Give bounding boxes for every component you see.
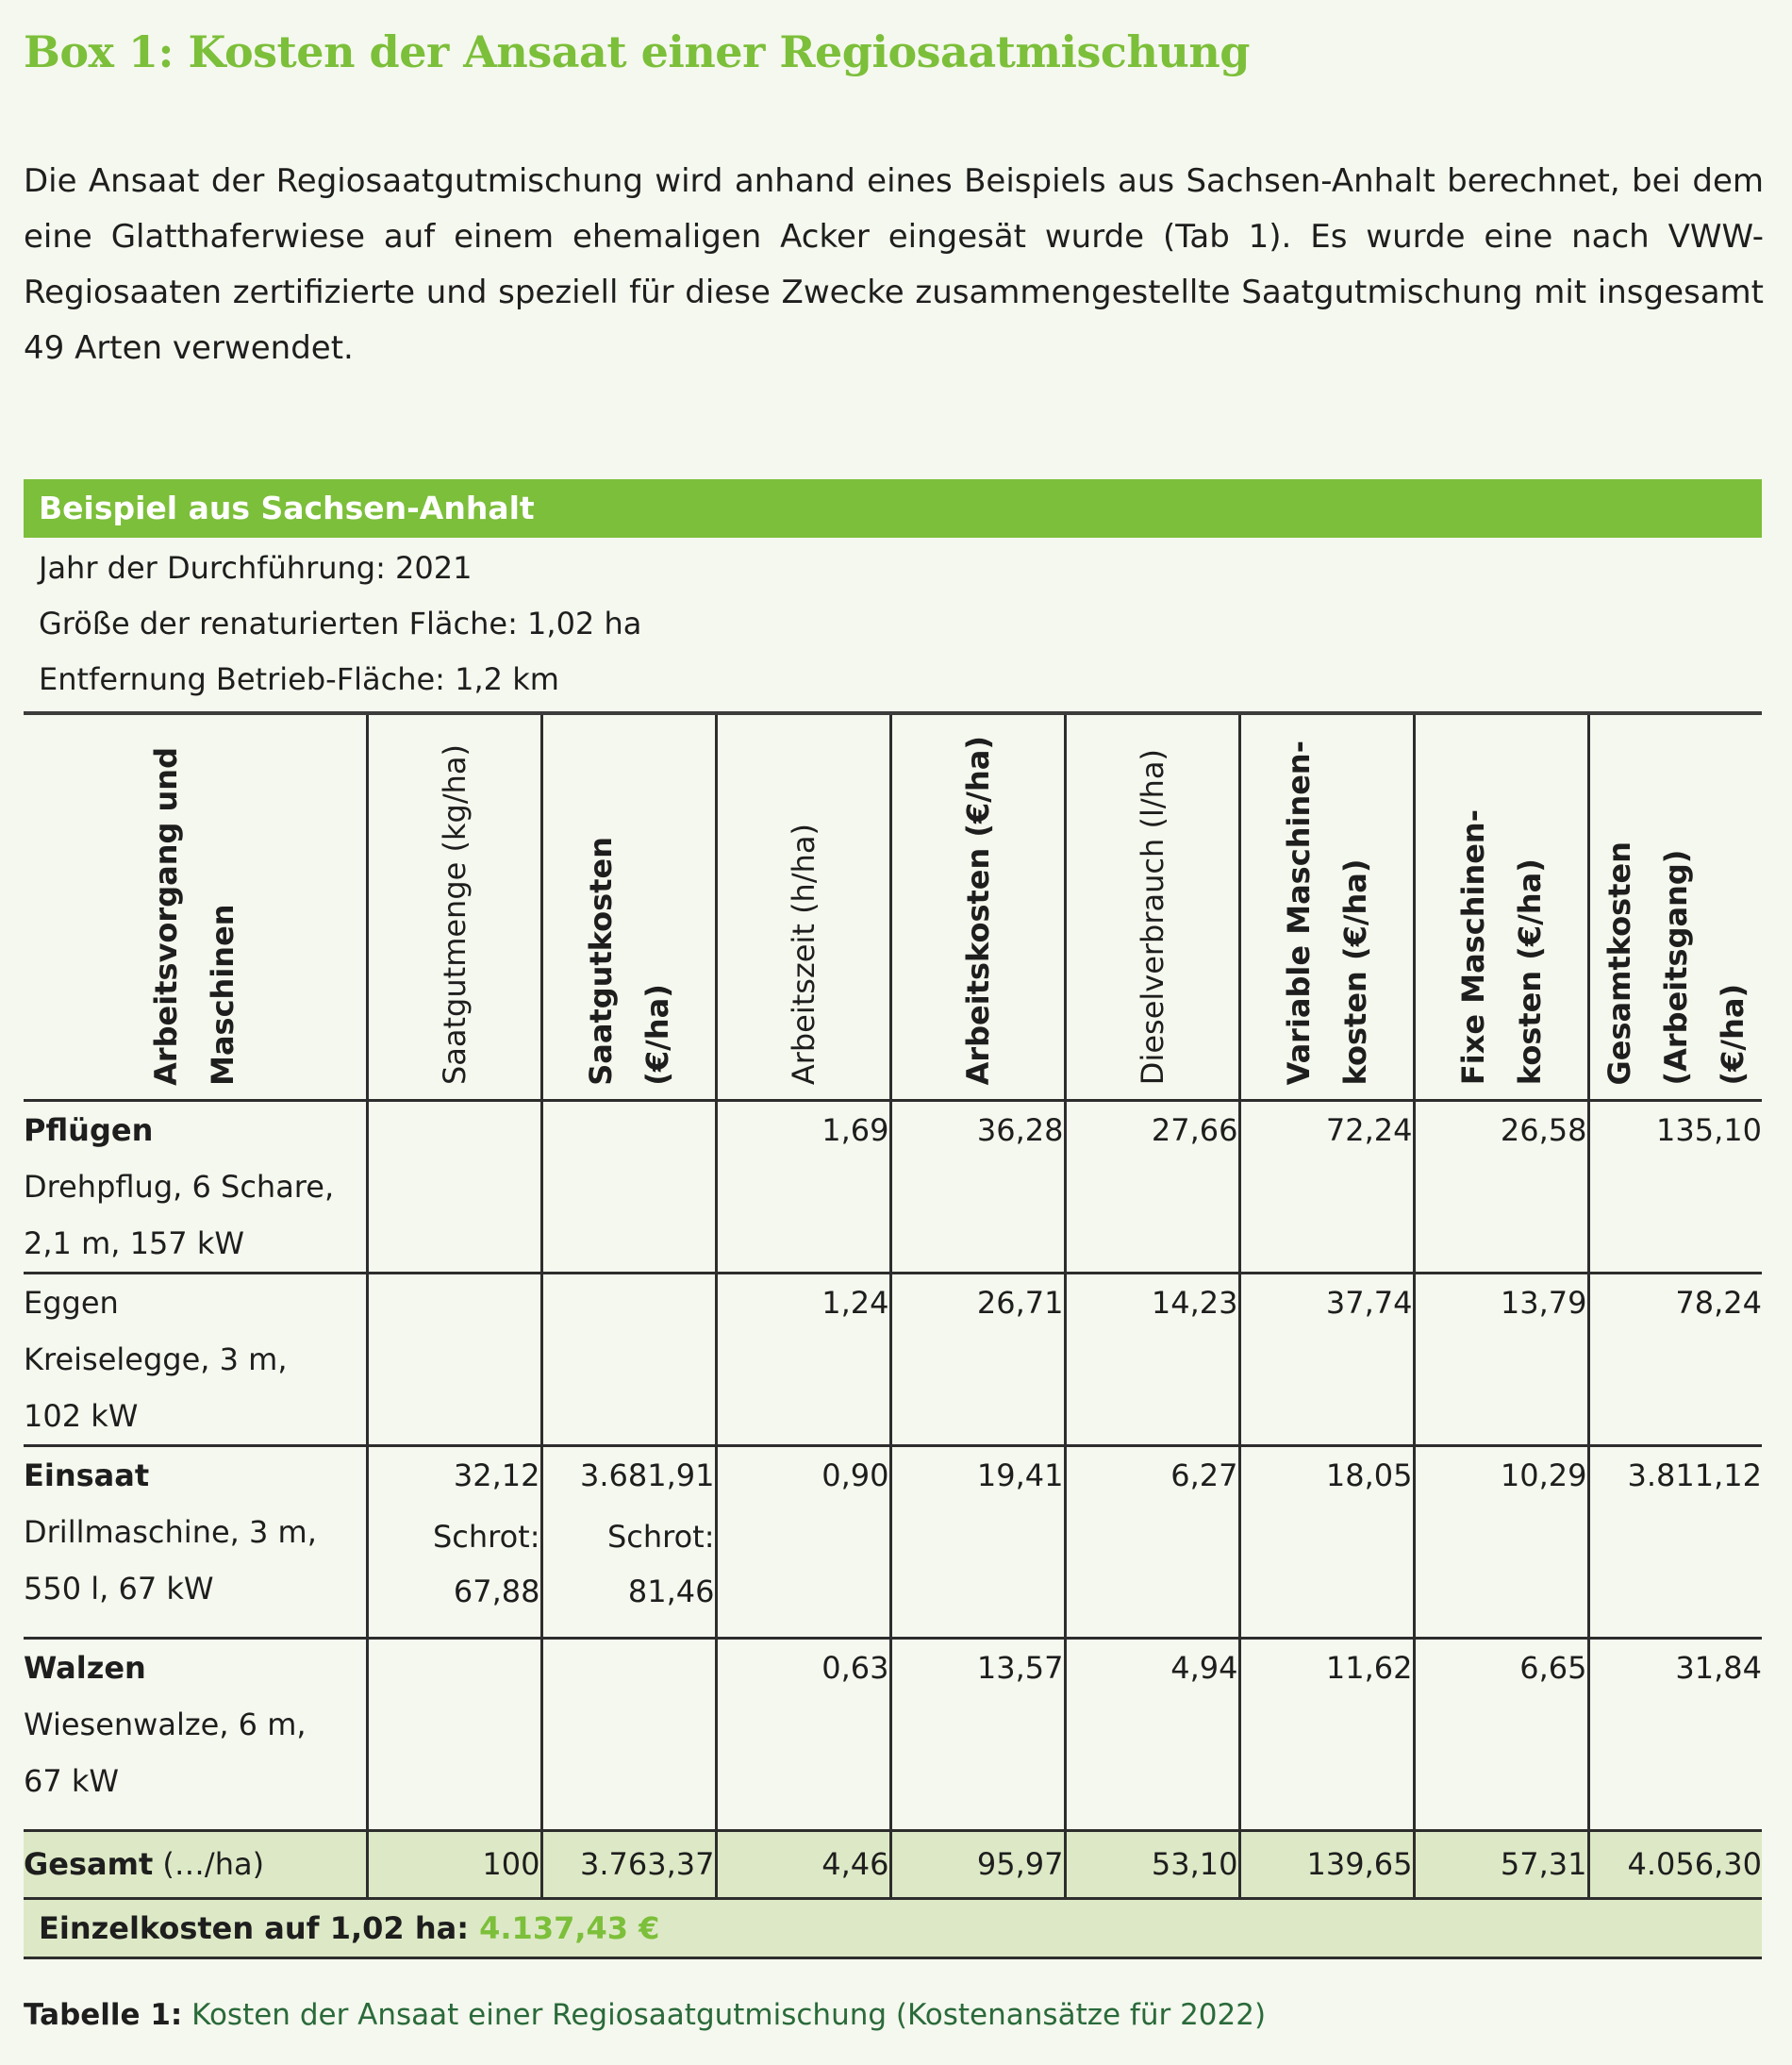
einzelkosten-value: 4.137,43 € <box>479 1909 660 1946</box>
total-label: Gesamt <box>24 1846 154 1882</box>
header-saatgutkosten: Saatgutkosten (€/ha) <box>541 713 716 1100</box>
cell-gesamt: 135,10 <box>1588 1100 1762 1273</box>
cell-fix: 13,79 <box>1414 1273 1588 1445</box>
machine-label: Wiesenwalze, 6 m, 67 kW <box>24 1706 307 1799</box>
header-gesamtkosten: Gesamtkosten (Arbeitsgang) (€/ha) <box>1588 713 1762 1100</box>
operation-label: Pflügen <box>24 1111 154 1148</box>
cell-fix: 6,65 <box>1414 1638 1588 1830</box>
cell-diesel: 6,27 <box>1065 1445 1239 1638</box>
caption-text: Kosten der Ansaat einer Regiosaatgutmischung (Kostenansätze für 2022) <box>182 1998 1267 2032</box>
box-header: Beispiel aus Sachsen-Anhalt <box>24 479 1762 538</box>
total-row <box>24 1830 1762 1898</box>
caption-label: Tabelle 1: <box>24 1998 183 2032</box>
total-arbeitskosten: 95,97 <box>890 1830 1065 1898</box>
meta-distance: Entfernung Betrieb-Fläche: 1,2 km <box>39 661 559 697</box>
header-row <box>24 713 1762 1100</box>
cell-arbeitskosten: 13,57 <box>890 1638 1065 1830</box>
machine-label: Drehpflug, 6 Schare, 2,1 m, 157 kW <box>24 1168 335 1261</box>
cell-saatgutkosten <box>541 1100 716 1273</box>
cell-saatgutkosten <box>541 1638 716 1830</box>
table-row <box>24 1638 1762 1830</box>
total-diesel: 53,10 <box>1065 1830 1239 1898</box>
cell-saatgutmenge <box>367 1273 541 1445</box>
cell-var: 72,24 <box>1239 1100 1414 1273</box>
cell-gesamt: 3.811,12 <box>1588 1445 1762 1638</box>
header-arbeitsvorgang: Arbeitsvorgang und Maschinen <box>24 713 367 1100</box>
cell-saatgutkosten: 3.681,91 Schrot: 81,46 <box>541 1445 716 1638</box>
total-saatgutmenge: 100 <box>367 1830 541 1898</box>
table-caption <box>24 1998 1266 2032</box>
meta-year: Jahr der Durchführung: 2021 <box>39 550 473 586</box>
cell-arbeitskosten: 19,41 <box>890 1445 1065 1638</box>
header-variable-maschinenkosten: Variable Maschinen- kosten (€/ha) <box>1239 713 1414 1100</box>
cell-saatgutmenge <box>367 1638 541 1830</box>
cell-saatgutkosten <box>541 1273 716 1445</box>
cell-diesel: 27,66 <box>1065 1100 1239 1273</box>
operation-label: Walzen <box>24 1649 146 1686</box>
header-fixe-maschinenkosten: Fixe Maschinen- kosten (€/ha) <box>1414 713 1588 1100</box>
intro-paragraph: Die Ansaat der Regiosaatgutmischung wird anhand eines Beispiels aus Sachsen-Anhalt berechnet, bei dem eine Glatthaferwiese auf einem ehemaligen Acker eingesät wurde (Tab 1). Es wurde eine nach VWW-Regiosaaten zertifizierte und speziell für diese Zwecke zusammengestellte Saatgutmischung mit insgesamt 49 Arten verwendet. <box>24 162 1764 367</box>
header-arbeitskosten: Arbeitskosten (€/ha) <box>890 713 1065 1100</box>
cell-arbeitszeit: 1,24 <box>716 1273 890 1445</box>
cell-arbeitskosten: 36,28 <box>890 1100 1065 1273</box>
total-saatgutkosten: 3.763,37 <box>541 1830 716 1898</box>
meta-area: Größe der renaturierten Fläche: 1,02 ha <box>39 606 642 641</box>
cell-arbeitszeit: 0,90 <box>716 1445 890 1638</box>
cell-saatgutmenge <box>367 1100 541 1273</box>
page-title: Box 1: Kosten der Ansaat einer Regiosaatmischung <box>24 26 1250 77</box>
cell-saatgutmenge: 32,12 Schrot: 67,88 <box>367 1445 541 1638</box>
einzelkosten-row <box>24 1898 1762 1957</box>
table-row <box>24 1100 1762 1273</box>
cell-gesamt: 31,84 <box>1588 1638 1762 1830</box>
header-dieselverbrauch: Dieselverbrauch (l/ha) <box>1065 713 1239 1100</box>
operation-label: Einsaat <box>24 1457 150 1493</box>
cell-arbeitskosten: 26,71 <box>890 1273 1065 1445</box>
table-row <box>24 1273 1762 1445</box>
cost-table <box>24 711 1762 1959</box>
cell-gesamt: 78,24 <box>1588 1273 1762 1445</box>
cell-fix: 26,58 <box>1414 1100 1588 1273</box>
total-arbeitszeit: 4,46 <box>716 1830 890 1898</box>
operation-label: Eggen <box>24 1284 119 1321</box>
cell-arbeitszeit: 0,63 <box>716 1638 890 1830</box>
cell-var: 18,05 <box>1239 1445 1414 1638</box>
total-unit: (…/ha) <box>153 1846 265 1882</box>
total-var: 139,65 <box>1239 1830 1414 1898</box>
machine-label: Kreiselegge, 3 m, 102 kW <box>24 1341 288 1434</box>
cell-diesel: 4,94 <box>1065 1638 1239 1830</box>
cell-fix: 10,29 <box>1414 1445 1588 1638</box>
machine-label: Drillmaschine, 3 m, 550 l, 67 kW <box>24 1513 317 1607</box>
cell-var: 37,74 <box>1239 1273 1414 1445</box>
header-saatgutmenge: Saatgutmenge (kg/ha) <box>367 713 541 1100</box>
header-arbeitszeit: Arbeitszeit (h/ha) <box>716 713 890 1100</box>
cell-diesel: 14,23 <box>1065 1273 1239 1445</box>
einzelkosten-label: Einzelkosten auf 1,02 ha: <box>39 1909 480 1946</box>
cell-var: 11,62 <box>1239 1638 1414 1830</box>
table-row <box>24 1445 1762 1638</box>
total-fix: 57,31 <box>1414 1830 1588 1898</box>
cell-arbeitszeit: 1,69 <box>716 1100 890 1273</box>
total-gesamt: 4.056,30 <box>1588 1830 1762 1898</box>
